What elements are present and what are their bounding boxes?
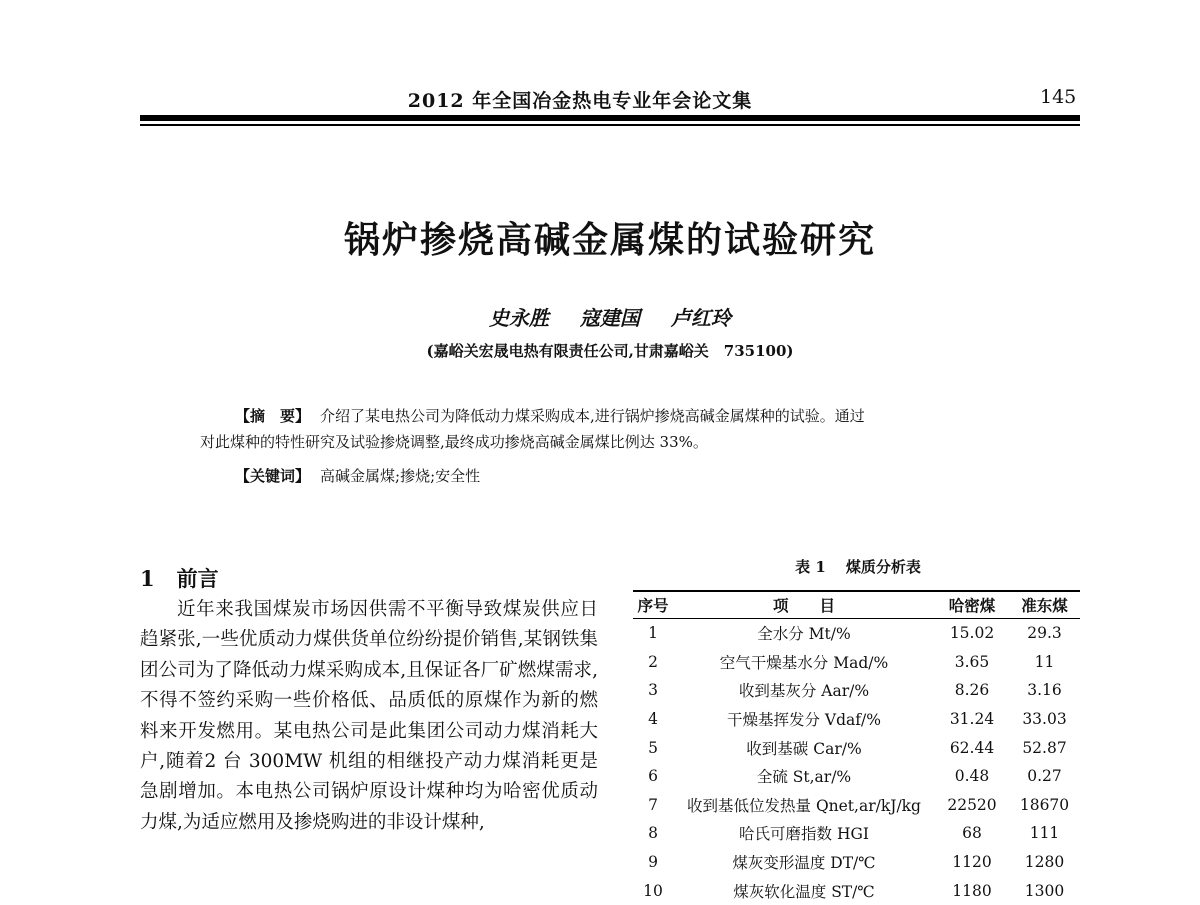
cell-no: 1 (648, 624, 658, 643)
cell-hami: 8.26 (954, 681, 990, 700)
table-caption-number: 表 1 (795, 558, 826, 576)
section-title: 前言 (176, 566, 219, 591)
cell-hami: 62.44 (949, 738, 995, 757)
running-title: 2012 年全国冶金热电专业年会论文集 (407, 90, 753, 112)
author-name: 卢红玲 (670, 306, 731, 330)
cell-zhundong: 11 (1034, 652, 1055, 671)
header-rule-thick (140, 115, 1080, 121)
cell-zhundong: 0.27 (1027, 767, 1062, 786)
cell-zhundong: 3.16 (1027, 681, 1062, 700)
col-header-hami: 哈密煤 (935, 591, 1009, 619)
keywords (235, 465, 480, 486)
cell-item: 收到基碳 Car/% (746, 739, 862, 758)
author-name: 寇建国 (580, 306, 640, 330)
cell-zhundong: 111 (1029, 824, 1060, 843)
table-caption-title: 煤质分析表 (845, 558, 921, 576)
cell-no: 6 (648, 767, 658, 786)
cell-hami: 15.02 (949, 624, 995, 643)
paper-title: 锅炉掺烧高碱金属煤的试验研究 (343, 219, 876, 261)
table-row (633, 705, 1080, 734)
section-heading (140, 563, 219, 593)
col-header-item: 项 目 (673, 591, 935, 619)
cell-zhundong: 29.3 (1027, 624, 1062, 643)
cell-hami: 68 (962, 824, 982, 843)
table-caption (640, 556, 1076, 577)
cell-zhundong: 18670 (1019, 795, 1070, 814)
page-number: 145 (1040, 86, 1077, 108)
cell-hami: 31.24 (949, 710, 995, 729)
cell-no: 2 (648, 652, 658, 671)
coal-analysis-table (633, 590, 1080, 905)
table-header-row (633, 591, 1080, 619)
cell-hami: 1180 (952, 881, 992, 900)
cell-item: 收到基灰分 Aar/% (738, 682, 870, 701)
section-paragraph: 近年来我国煤炭市场因供需不平衡导致煤炭供应日趋紧张,一些优质动力煤供货单位纷纷提价销售,某钢铁集团公司为了降低动力煤采购成本,且保证各厂矿燃煤需求,不得不签约采购一些价格低、品质低的原煤作为新的燃料来开发燃用。某电热公司是此集团公司动力煤消耗大户,随着2 台 300MW 机组的相继投产动力煤消耗更是急剧增加。本电热公司锅炉原设计煤种均为哈密优质动力煤,为适应燃用及掺烧购进的非设计煤种, (140, 599, 598, 833)
cell-item: 干燥基挥发分 Vdaf/% (727, 711, 881, 730)
cell-zhundong: 1300 (1024, 881, 1065, 900)
table-row (633, 733, 1080, 762)
cell-zhundong: 1280 (1024, 853, 1065, 872)
keywords-text: 高碱金属煤;掺烧;安全性 (320, 467, 481, 485)
cell-no: 4 (648, 710, 658, 729)
abstract-text-line2: 对此煤种的特性研究及试验掺烧调整,最终成功掺烧高碱金属煤比例达 33%。 (200, 433, 708, 451)
cell-no: 10 (643, 881, 663, 900)
cell-hami: 1120 (952, 853, 992, 872)
table-row (633, 791, 1080, 820)
affiliation: (嘉峪关宏晟电热有限责任公司,甘肃嘉峪关 735100) (426, 342, 794, 360)
cell-zhundong: 52.87 (1022, 738, 1067, 757)
table-row (633, 876, 1080, 905)
cell-hami: 3.65 (954, 652, 990, 671)
cell-no: 3 (648, 681, 658, 700)
cell-item: 煤灰软化温度 ST/℃ (733, 882, 875, 901)
cell-no: 8 (648, 824, 658, 843)
author-list (140, 302, 1080, 331)
cell-item: 全水分 Mt/% (757, 625, 851, 644)
cell-item: 收到基低位发热量 Qnet,ar/kJ/kg (687, 796, 921, 815)
col-header-no: 序号 (633, 591, 673, 619)
cell-item: 煤灰变形温度 DT/℃ (732, 854, 876, 873)
cell-zhundong: 33.03 (1022, 710, 1067, 729)
table-row (633, 676, 1080, 705)
col-header-zhundong: 准东煤 (1009, 591, 1080, 619)
cell-item: 全硫 St,ar/% (756, 768, 852, 787)
cell-hami: 0.48 (954, 767, 990, 786)
abstract (200, 403, 1040, 455)
table-row (633, 819, 1080, 848)
keywords-label: 【关键词】 (235, 467, 311, 485)
cell-item: 哈氏可磨指数 HGI (739, 825, 869, 844)
cell-no: 5 (648, 738, 658, 757)
author-name: 史永胜 (489, 306, 550, 330)
cell-hami: 22520 (947, 795, 997, 814)
table-row (633, 619, 1080, 648)
section-body (140, 595, 598, 838)
table-row (633, 762, 1080, 791)
table-row (633, 848, 1080, 877)
section-number: 1 (140, 566, 155, 591)
table-row (633, 648, 1080, 677)
abstract-label: 【摘 要】 (235, 407, 311, 425)
cell-item: 空气干燥基水分 Mad/% (719, 653, 889, 672)
header-rule-thin (140, 124, 1080, 126)
cell-no: 9 (648, 853, 658, 872)
cell-no: 7 (648, 795, 658, 814)
abstract-text-line1: 介绍了某电热公司为降低动力煤采购成本,进行锅炉掺烧高碱金属煤种的试验。通过 (320, 407, 865, 425)
